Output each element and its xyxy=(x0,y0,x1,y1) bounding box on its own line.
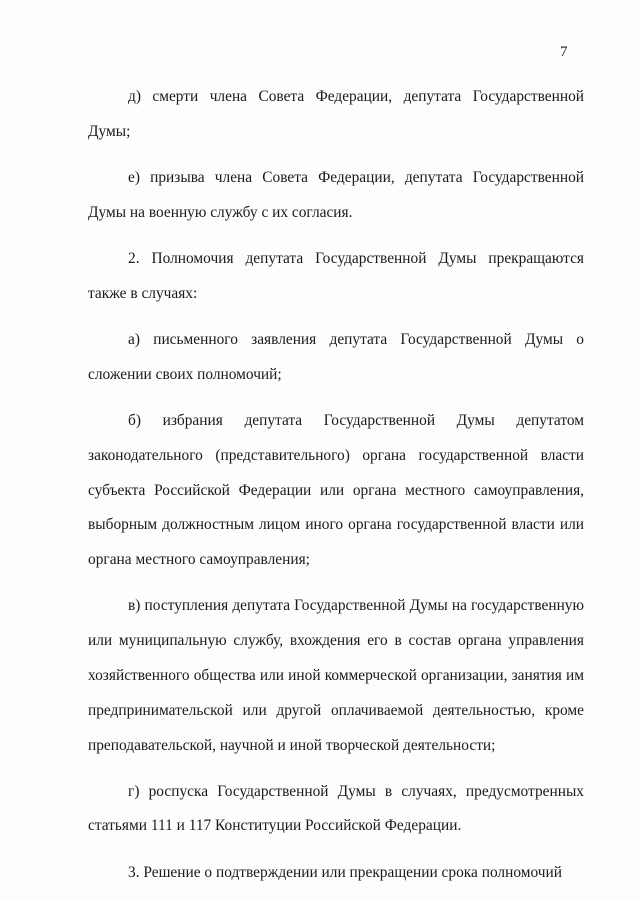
paragraph-d: д) смерти члена Совета Федерации, депутата Государственной Думы; xyxy=(88,88,584,140)
paragraph-g: г) роспуска Государственной Думы в случаях, предусмотренных статьями 111 и 117 Конституции Российской Федерации. xyxy=(88,782,584,835)
paragraph-e: е) призыва члена Совета Федерации, депутата Государственной Думы на военную службу с их согласия. xyxy=(88,168,584,221)
document-body xyxy=(88,80,584,902)
paragraph-3: 3. Решение о подтверждении или прекращении срока полномочий xyxy=(128,863,563,881)
paragraph-a: а) письменного заявления депутата Государственной Думы о сложении своих полномочий; xyxy=(88,330,584,383)
paragraph-b: б) избрания депутата Государственной Думы депутатом законодательного (представительного) органа государственной власти субъекта Российской Федерации или органа местного самоуправления, выборным должностным лицом иного органа государственной власти или органа местного самоуправления; xyxy=(88,411,584,569)
paragraph-2: 2. Полномочия депутата Государственной Думы прекращаются также в случаях: xyxy=(88,249,584,302)
page-number: 7 xyxy=(560,44,568,60)
paragraph-v: в) поступления депутата Государственной Думы на государственную или муниципальную службу, вхождения его в состав органа управления хозяйственного общества или иной коммерческой организации, занятия им предпринимательской или другой оплачиваемой деятельностью, кроме преподавательской, научной и иной творческой деятельности; xyxy=(88,597,584,754)
